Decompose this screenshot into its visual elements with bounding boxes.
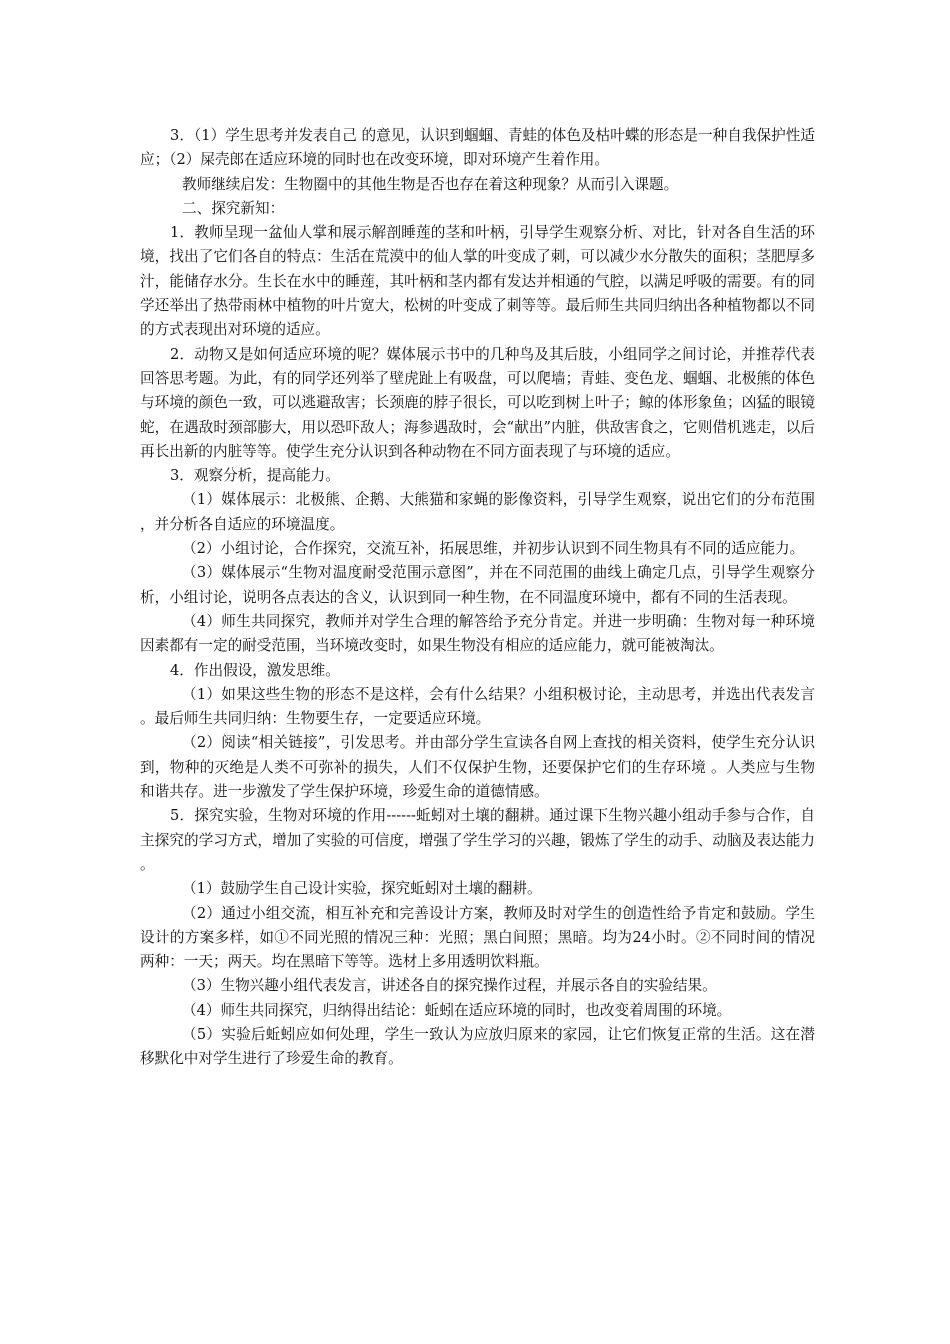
list-item-3-4: （4）师生共同探究，教师并对学生合理的解答给予充分肯定。并进一步明确：生物对每一种环境因素都有一定的耐受范围，当环境改变时，如果生物没有相应的适应能力，就可能被淘汰。 xyxy=(140,612,815,655)
list-item-5-3: （3）生物兴趣小组代表发言，讲述各自的探究操作过程，并展示各自的实验结果。 xyxy=(182,977,717,995)
paragraph-3-reflection: 3．（1）学生思考并发表自己 的意见，认识到蝈蝈、青蛙的体色及枯叶蝶的形态是一种自我保护性适应；（2）屎壳郎在适应环境的同时也在改变环境，即对环境产生着作用。 xyxy=(140,127,815,169)
list-item-5-5: （5）实验后蚯蚓应如何处理，学生一致认为应放归原来的家园，让它们恢复正常的生活。这在潜移默化中对学生进行了珍爱生命的教育。 xyxy=(140,1025,815,1068)
list-item-4-2: （2）阅读“相关链接”，引发思考。并由部分学生宣读各自网上查找的相关资料，使学生充分认识到，物种的灭绝是人类不可弥补的损失，人们不仅保护生物，还要保护它们的生存环境 。人类应与生物和谐共存。进一步激发了学生保护环境，珍爱生命的道德情感。 xyxy=(140,734,815,801)
paragraph-1-plants: 1．教师呈现一盆仙人掌和展示解剖睡莲的茎和叶柄，引导学生观察分析、对比，针对各自生活的环境，找出了它们各自的特点：生活在荒漠中的仙人掌的叶变成了刺，可以减少水分散失的面积；茎肥厚多汁，能储存水分。生长在水中的睡莲，其叶柄和茎内都有发达并相通的气腔，以满足呼吸的需要。有的同学还举出了热带雨林中植物的叶片宽大，松树的叶变成了刺等等。最后师生共同归纳出各种植物都以不同的方式表现出对环境的适应。 xyxy=(140,224,815,339)
paragraph-2-animals: 2．动物又是如何适应环境的呢？媒体展示书中的几种鸟及其后肢，小组同学之间讨论，并推荐代表回答思考题。为此，有的同学还列举了壁虎趾上有吸盘，可以爬墙；青蛙、变色龙、蝈蝈、北极熊的体色与环境的颜色一致，可以逃避敌害；长颈鹿的脖子很长，可以吃到树上叶子；鲸的体形象鱼；凶猛的眼镜蛇，在遇敌时颈部膨大，用以恐吓敌人；海参遇敌时，会“献出”内脏，供敌害食之，它则借机逃走，以后再长出新的内脏等等。使学生充分认识到各种动物在不同方面表现了与环境的适应。 xyxy=(140,345,815,460)
paragraph-5-experiment: 5．探究实验，生物对环境的作用------蚯蚓对土壤的翻耕。通过课下生物兴趣小组动手参与合作，自主探究的学习方式，增加了实验的可信度，增强了学生学习的兴趣，锻炼了学生的动手、动脑及表达能力。 xyxy=(140,807,815,873)
paragraph-teacher-prompt: 教师继续启发：生物圈中的其他生物是否也存在着这种现象？从而引入课题。 xyxy=(182,175,679,193)
list-item-5-2: （2）通过小组交流，相互补充和完善设计方案，教师及时对学生的创造性给予肯定和鼓励。学生设计的方案多样，如①不同光照的情况三种：光照；黑白间照；黑暗。均为24小时。②不同时间的情况两种：一天；两天。均在黑暗下等等。选材上多用透明饮料瓶。 xyxy=(140,904,815,971)
list-item-5-1: （1）鼓励学生自己设计实验，探究蚯蚓对土壤的翻耕。 xyxy=(182,880,542,898)
list-item-3-2: （2）小组讨论，合作探究，交流互补，拓展思维，并初步认识到不同生物具有不同的适应能力。 xyxy=(182,540,805,558)
list-item-3-1: （1）媒体展示：北极熊、企鹅、大熊猫和家蝇的影像资料，引导学生观察，说出它们的分布范围，并分析各自适应的环境温度。 xyxy=(140,491,815,533)
list-item-4-1: （1）如果这些生物的形态不是这样，会有什么结果？小组积极讨论，主动思考，并选出代表发言。最后师生共同归纳：生物要生存，一定要适应环境。 xyxy=(140,685,815,728)
paragraph-4-heading: 4．作出假设，激发思维。 xyxy=(170,661,340,679)
list-item-3-3: （3）媒体展示“生物对温度耐受范围示意图”，并在不同范围的曲线上确定几点，引导学生观察分析，小组讨论，说明各点表达的含义，认识到同一种生物，在不同温度环境中，都有不同的生活表现。 xyxy=(140,564,815,606)
list-item-5-4: （4）师生共同探究，归纳得出结论：蚯蚓在适应环境的同时，也改变着周围的环境。 xyxy=(182,1001,732,1019)
document-body xyxy=(140,124,815,1072)
paragraph-3-heading: 3．观察分析，提高能力。 xyxy=(170,467,340,485)
section-heading-explore: 二、探究新知： xyxy=(182,199,285,217)
